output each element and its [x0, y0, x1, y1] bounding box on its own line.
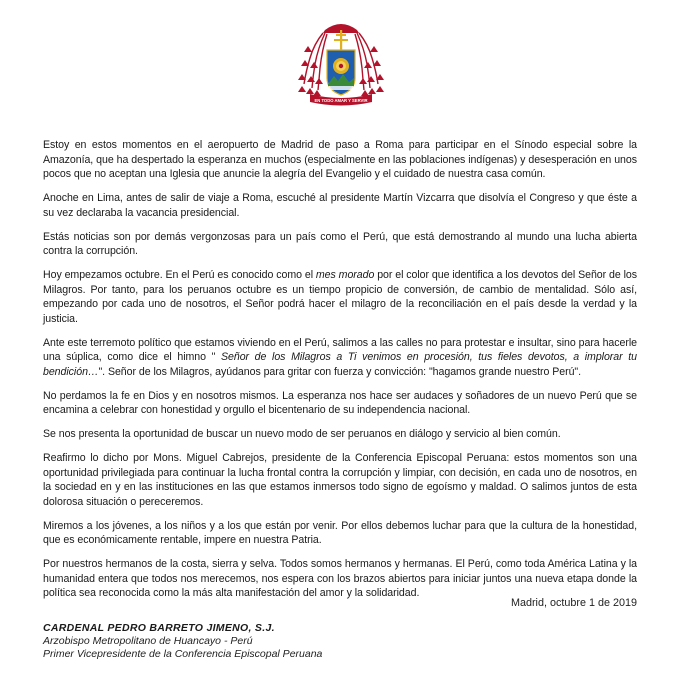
- text-run: Se nos presenta la oportunidad de buscar un nuevo modo de ser peruanos en diálogo y servicio al bien común.: [43, 428, 561, 440]
- text-run: No perdamos la fe en Dios y en nosotros mismos. La esperanza nos hace ser audaces y soñadores de un nuevo Perú que se encamina a celebrar con honestidad y orgullo el bicentenario de su independencia nacional.: [43, 389, 637, 416]
- paragraph: [43, 451, 637, 509]
- paragraph: [43, 138, 637, 182]
- signatory-name: CARDENAL PEDRO BARRETO JIMENO, S.J.: [43, 622, 275, 634]
- signatory-title-1: Arzobispo Metropolitano de Huancayo - Perú: [43, 635, 253, 647]
- signature-block: [43, 622, 322, 661]
- text-run: Hoy empezamos octubre. En el Perú es conocido como el: [43, 269, 316, 281]
- text-run: Anoche en Lima, antes de salir de viaje a Roma, escuché al presidente Martín Vizcarra que disolvía el Congreso y que éste a su vez declaraba la vacancia presidencial.: [43, 192, 637, 219]
- letter-date: Madrid, octubre 1 de 2019: [510, 597, 637, 609]
- text-run: ". Señor de los Milagros, ayúdanos para gritar con fuerza y convicción: "hagamos grande nuestro Perú".: [98, 365, 582, 378]
- letter-body: [43, 138, 637, 610]
- italic-text: mes morado: [315, 269, 375, 281]
- paragraph: [43, 268, 637, 326]
- text-run: Miremos a los jóvenes, a los niños y a los que están por venir. Por ellos debemos luchar para que la cultura de la honestidad, que es económicamente rentable, impere en nuestra Patria.: [43, 519, 637, 546]
- text-run: Reafirmo lo dicho por Mons. Miguel Cabrejos, presidente de la Conferencia Episcopal Peruana: estos momentos son una oportunidad privilegiada para continuar la lucha frontal contra la corrupción y limpiar, con decisión, en cada uno de nosotros, en la sociedad en y en las instituciones en las que estamos inmersos todo signo de egoísmo y maldad. O salimos juntos de esta dolorosa situación o pereceremos.: [43, 452, 637, 508]
- text-run: Estoy en estos momentos en el aeropuerto de Madrid de paso a Roma para participar en el Sínodo especial sobre la Amazonía, que ha despertado la esperanza en muchos (especialmente en las poblaciones indígenas) y desesperación en unos pocos que no aceptan una Iglesia que anuncie la alegría del Evangelio y el cuidado de nuestra casa común.: [43, 139, 637, 180]
- paragraph: [43, 427, 637, 442]
- paragraph: [43, 519, 637, 548]
- motto-text: EN TODO AMAR Y SERVIR: [314, 98, 368, 103]
- text-run: Estás noticias son por demás vergonzosas para un país como el Perú, que está demostrando al mundo una lucha abierta contra la corrupción.: [43, 230, 637, 257]
- signatory-title-2: Primer Vicepresidente de la Conferencia Episcopal Peruana: [43, 648, 323, 660]
- paragraph: [43, 191, 637, 220]
- italic-text: Señor de los Milagros a Ti venimos en procesión, tus fieles devotos, a implorar tu bendición…: [43, 351, 637, 378]
- text-run: Por nuestros hermanos de la costa, sierra y selva. Todos somos hermanos y hermanas. El Perú, como toda América Latina y la humanidad entera que todos nos merecemos, nos espera con los brazos abiertos para iniciar juntos una nueva etapa donde la política sea reconocida como la más alta manifestación del amor y la solidaridad.: [43, 558, 637, 599]
- coat-of-arms-icon: [296, 16, 386, 108]
- text-run: por el color que identifica a los devotos del Señor de los Milagros. Por tanto, para los peruanos octubre es un tiempo propicio de conversión, de cambio de mentalidad. Sólo así, empezando por cada uno de nosotros, el Señor podrá hacer el milagro de la reconciliación en el país desde la verdad y la justicia.: [43, 269, 637, 325]
- paragraph: [43, 389, 637, 418]
- text-run: Ante este terremoto político que estamos viviendo en el Perú, salimos a las calles no para protestar e insultar, sino para hacerle una súplica, como dice el himno ": [43, 336, 637, 363]
- paragraph: [43, 336, 637, 380]
- paragraph: [43, 230, 637, 259]
- paragraph: [43, 557, 637, 601]
- sun-icon: [333, 58, 349, 74]
- cross-icon: [334, 30, 348, 52]
